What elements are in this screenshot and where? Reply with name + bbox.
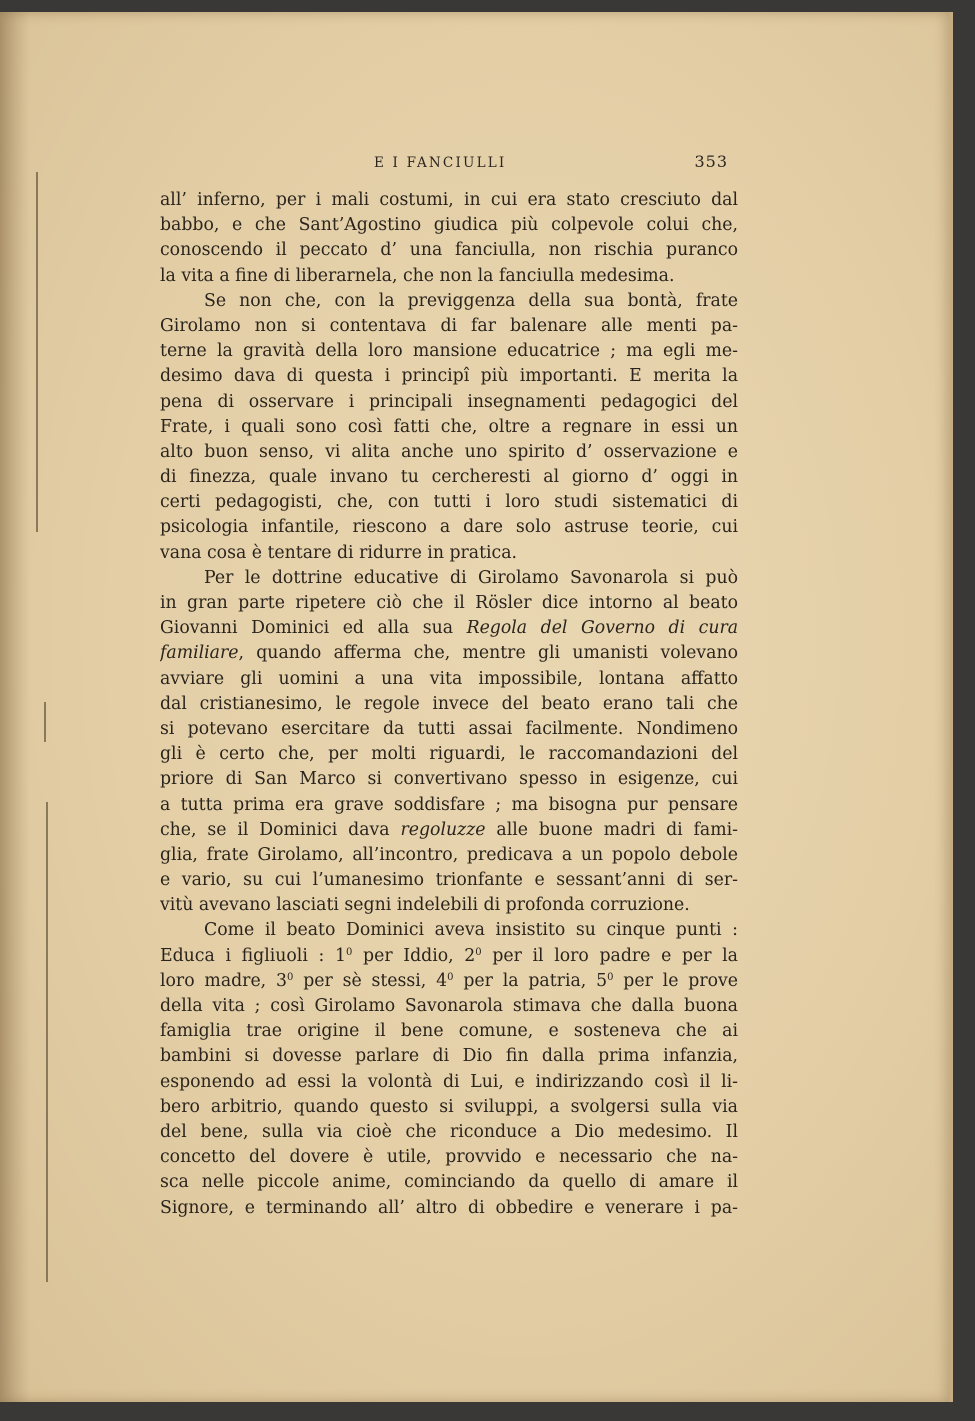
text-line: Girolamo non si contentava di far balenare alle menti pa- xyxy=(160,315,738,336)
text-line: vana cosa è tentare di ridurre in pratica. xyxy=(160,542,518,563)
text-run: Educa i figliuoli : 1 xyxy=(160,945,346,966)
gutter-shadow xyxy=(0,12,30,1402)
ordinal-mark: 0 xyxy=(447,971,454,983)
running-head xyxy=(160,152,738,176)
body-text xyxy=(160,188,738,1221)
text-line xyxy=(160,969,738,994)
text-line: Frate, i quali sono così fatti che, oltre a regnare in essi un xyxy=(160,416,738,437)
italic-title: familiare xyxy=(160,643,239,664)
page-number: 353 xyxy=(694,152,728,171)
text-line xyxy=(160,818,738,843)
text-run: per Iddio, 2 xyxy=(352,945,476,966)
binding-crease xyxy=(36,172,38,532)
ordinal-mark: 0 xyxy=(286,971,294,983)
text-line: psicologia infantile, riescono a dare solo astruse teorie, cui xyxy=(160,517,738,538)
text-line: in gran parte ripetere ciò che il Rösler dice intorno al beato xyxy=(160,593,738,613)
ordinal-mark: 0 xyxy=(346,946,353,958)
text-run: , quando afferma che, mentre gli umanisti volevano xyxy=(238,643,738,664)
text-line: Se non che, con la previggenza della sua bontà, frate xyxy=(204,290,738,311)
text-line: certi pedagogisti, che, con tutti i loro studi sistematici di xyxy=(160,492,738,513)
text-run: per il loro padre e per la xyxy=(481,945,738,966)
text-line: bero arbitrio, quando questo si sviluppi, a svolgersi sulla via xyxy=(160,1096,738,1117)
text-line: conoscendo il peccato d’ una fanciulla, non rischia puranco xyxy=(160,240,738,261)
text-run: per le prove xyxy=(613,970,738,991)
binding-crease xyxy=(46,802,48,1282)
text-line: dal cristianesimo, le regole invece del beato erano tali che xyxy=(160,693,738,714)
book-page xyxy=(0,12,953,1402)
ordinal-mark: 0 xyxy=(607,971,614,983)
text-line xyxy=(160,944,738,969)
running-head-title: E I FANCIULLI xyxy=(374,155,507,171)
text-line: all’ inferno, per i mali costumi, in cui era stato cresciuto dal xyxy=(160,190,738,210)
text-line: glia, frate Girolamo, all’incontro, predicava a un popolo debole xyxy=(160,844,738,865)
text-line: priore di San Marco si convertivano spesso in esigenze, cui xyxy=(160,769,738,790)
text-run: per sè stessi, 4 xyxy=(293,970,448,991)
italic-word: regoluzze xyxy=(400,819,486,840)
text-line xyxy=(160,616,738,641)
text-line xyxy=(160,641,738,666)
text-line: Come il beato Dominici aveva insistito su cinque punti : xyxy=(204,920,738,941)
text-run: alle buone madri di fami- xyxy=(485,819,738,840)
text-run: loro madre, 3 xyxy=(160,970,287,991)
text-line: vitù avevano lasciati segni indelebili di profonda corruzione. xyxy=(160,895,690,916)
text-run: per la patria, 5 xyxy=(453,970,608,991)
text-line: di finezza, quale invano tu cercheresti al giorno d’ oggi in xyxy=(160,467,738,488)
text-run: che, se il Dominici dava xyxy=(160,819,401,840)
text-line: alto buon senso, vi alita anche uno spirito d’ osservazione e xyxy=(160,441,738,462)
text-line: famiglia trae origine il bene comune, e sosteneva che ai xyxy=(160,1021,738,1042)
text-line: babbo, e che Sant’Agostino giudica più colpevole colui che, xyxy=(160,215,738,236)
text-run: Giovanni Dominici ed alla sua xyxy=(160,618,467,639)
text-line: Signore, e terminando all’ altro di obbedire e venerare i pa- xyxy=(160,1197,738,1218)
text-line: del bene, sulla via cioè che riconduce a Dio medesimo. Il xyxy=(160,1121,738,1142)
text-line: avviare gli uomini a una vita impossibile, lontana affatto xyxy=(160,668,738,689)
text-line: desimo dava di questa i principî più importanti. E merita la xyxy=(160,366,738,387)
binding-crease xyxy=(44,702,46,742)
text-line: e vario, su cui l’umanesimo trionfante e sessant’anni di ser- xyxy=(160,870,738,891)
italic-title: Regola del Governo di cura xyxy=(466,618,738,639)
text-line: la vita a fine di liberarnela, che non la fanciulla medesima. xyxy=(160,265,675,286)
text-line: bambini si dovesse parlare di Dio fin dalla prima infanzia, xyxy=(160,1046,738,1067)
text-line: a tutta prima era grave soddisfare ; ma bisogna pur pensare xyxy=(160,794,738,815)
text-line: Per le dottrine educative di Girolamo Savonarola si può xyxy=(204,567,738,588)
text-line: pena di osservare i principali insegnamenti pedagogici del xyxy=(160,391,738,412)
text-line: gli è certo che, per molti riguardi, le raccomandazioni del xyxy=(160,744,738,765)
text-line: terne la gravità della loro mansione educatrice ; ma egli me- xyxy=(160,341,738,362)
text-line: concetto del dovere è utile, provvido e necessario che na- xyxy=(160,1147,738,1168)
text-line: si potevano esercitare da tutti assai facilmente. Nondimeno xyxy=(160,718,738,739)
text-line: della vita ; così Girolamo Savonarola stimava che dalla buona xyxy=(160,996,738,1016)
text-line: sca nelle piccole anime, cominciando da quello di amare il xyxy=(160,1172,738,1193)
text-line: esponendo ad essi la volontà di Lui, e indirizzando così il li- xyxy=(160,1071,738,1092)
ordinal-mark: 0 xyxy=(475,946,482,958)
